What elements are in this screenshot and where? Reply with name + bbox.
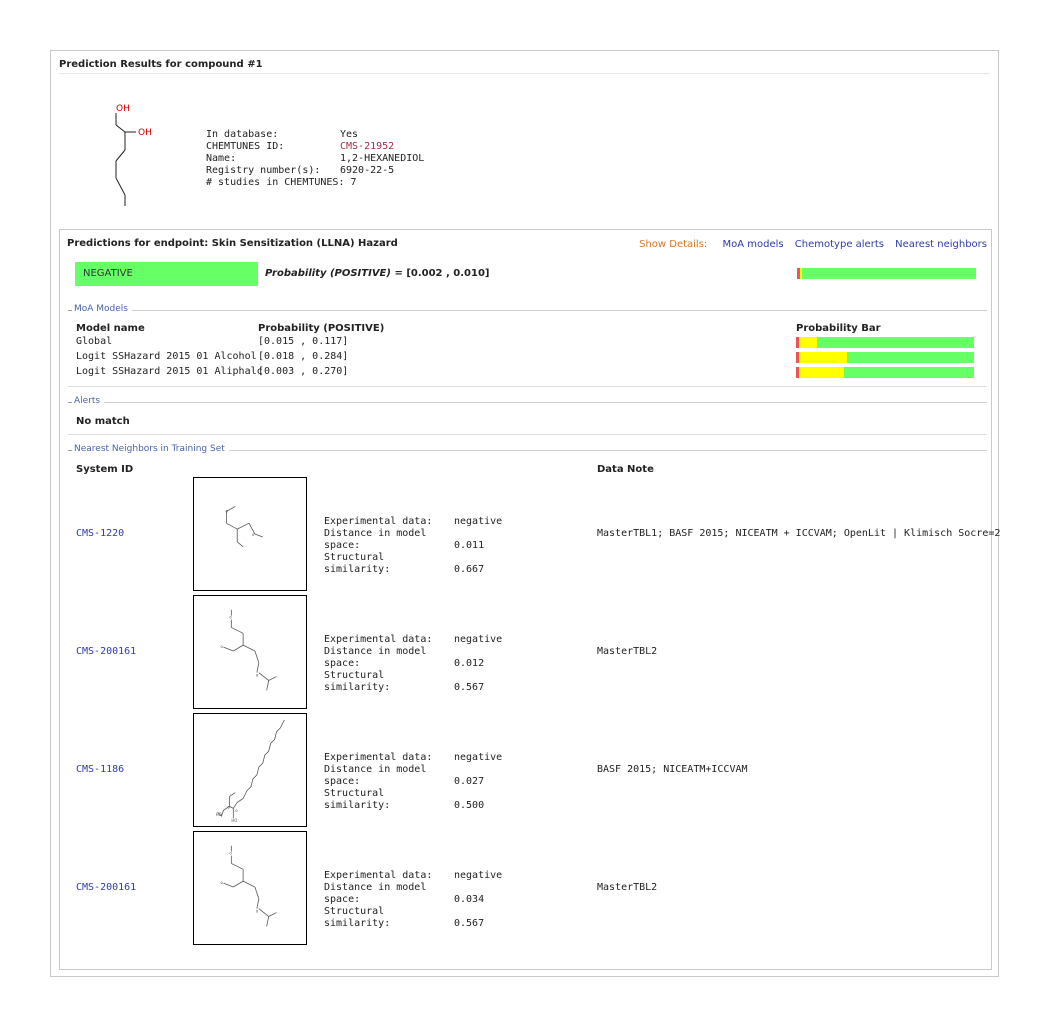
neighbor-info bbox=[324, 634, 502, 694]
overall-probability bbox=[265, 268, 489, 279]
probability-prefix: Probability (POSITIVE) bbox=[265, 268, 391, 279]
experimental-value: negative bbox=[454, 752, 503, 763]
neighbor-data-note: MasterTBL2 bbox=[597, 646, 658, 657]
col-probability-bar: Probability Bar bbox=[796, 323, 881, 334]
svg-text:HO: HO bbox=[215, 812, 222, 818]
svg-text:o: o bbox=[220, 644, 223, 650]
moa-model-prob: [0.003 , 0.270] bbox=[258, 366, 349, 377]
moa-probability-bar bbox=[796, 337, 974, 348]
hexanediol-structure-icon bbox=[111, 103, 211, 213]
moa-model-name: Logit SSHazard 2015 01 Aliphalc bbox=[76, 366, 263, 377]
neighbor-structure-image bbox=[193, 831, 307, 945]
distance-label: Distance in model space: bbox=[324, 882, 427, 905]
moa-model-prob: [0.015 , 0.117] bbox=[258, 336, 349, 347]
alerts-section bbox=[68, 396, 987, 408]
experimental-label: Experimental data: bbox=[324, 516, 433, 527]
neighbor-structure-icon bbox=[194, 714, 306, 826]
neighbor-structure-icon bbox=[194, 478, 306, 590]
show-details bbox=[639, 239, 987, 250]
svg-text:o: o bbox=[255, 672, 259, 678]
similarity-value: 0.567 bbox=[454, 918, 485, 929]
col-data-note: Data Note bbox=[597, 464, 654, 475]
neighbors-section-label: Nearest Neighbors in Training Set bbox=[72, 444, 229, 454]
moa-models-section bbox=[68, 304, 987, 316]
experimental-label: Experimental data: bbox=[324, 752, 433, 763]
svg-text:o: o bbox=[225, 508, 228, 514]
moa-model-name: Logit SSHazard 2015 01 Alcohol bbox=[76, 351, 257, 362]
moa-model-prob: [0.018 , 0.284] bbox=[258, 351, 349, 362]
overall-probability-bar bbox=[797, 268, 976, 279]
neighbor-id-link[interactable]: CMS-1220 bbox=[76, 528, 125, 539]
in-database-label: In database: bbox=[206, 129, 279, 140]
nearest-neighbors-link[interactable]: Nearest neighbors bbox=[895, 239, 987, 250]
moa-section-label: MoA Models bbox=[72, 304, 132, 314]
studies-label: # studies in CHEMTUNES: bbox=[206, 177, 345, 188]
svg-text:o: o bbox=[220, 880, 223, 886]
oh-label: OH bbox=[138, 128, 152, 138]
probability-low-marker bbox=[796, 352, 799, 363]
neighbor-info bbox=[324, 870, 502, 930]
neighbor-structure-image bbox=[193, 477, 307, 591]
svg-text:o: o bbox=[229, 850, 232, 856]
prediction-results-panel bbox=[50, 50, 999, 977]
registry-number: 6920-22-5 bbox=[340, 165, 395, 176]
result-badge: NEGATIVE bbox=[75, 262, 258, 286]
chemtunes-id-label: CHEMTUNES ID: bbox=[206, 141, 285, 152]
neighbor-id-link[interactable]: CMS-200161 bbox=[76, 882, 137, 893]
registry-label: Registry number(s): bbox=[206, 165, 321, 176]
experimental-value: negative bbox=[454, 870, 503, 881]
neighbor-info bbox=[324, 752, 502, 812]
neighbor-info bbox=[324, 516, 502, 576]
compound-structure-image bbox=[111, 103, 211, 213]
probability-low-marker bbox=[796, 337, 799, 348]
col-system-id: System ID bbox=[76, 464, 134, 475]
divider bbox=[68, 434, 987, 435]
neighbor-id-link[interactable]: CMS-1186 bbox=[76, 764, 125, 775]
neighbor-structure-image bbox=[193, 595, 307, 709]
neighbor-data-note: BASF 2015; NICEATM+ICCVAM bbox=[597, 764, 748, 775]
neighbor-id-link[interactable]: CMS-200161 bbox=[76, 646, 137, 657]
experimental-value: negative bbox=[454, 516, 503, 527]
moa-models-link[interactable]: MoA models bbox=[722, 239, 784, 250]
neighbor-structure-image bbox=[193, 713, 307, 827]
moa-probability-bar bbox=[796, 352, 974, 363]
distance-value: 0.011 bbox=[454, 540, 485, 551]
probability-range-segment bbox=[800, 268, 802, 279]
probability-range-segment bbox=[799, 352, 846, 363]
svg-text:o: o bbox=[255, 908, 259, 914]
neighbors-section bbox=[68, 444, 987, 456]
col-probability: Probability (POSITIVE) bbox=[258, 323, 385, 334]
experimental-value: negative bbox=[454, 634, 503, 645]
in-database-value: Yes bbox=[340, 129, 359, 140]
chemotype-alerts-link[interactable]: Chemotype alerts bbox=[794, 239, 884, 250]
similarity-value: 0.667 bbox=[454, 564, 485, 575]
similarity-value: 0.500 bbox=[454, 800, 485, 811]
experimental-label: Experimental data: bbox=[324, 634, 433, 645]
similarity-label: Structural similarity: bbox=[324, 906, 391, 929]
endpoint-title: Predictions for endpoint: Skin Sensitization (LLNA) Hazard bbox=[67, 238, 398, 249]
page-title: Prediction Results for compound #1 bbox=[59, 59, 263, 70]
title-divider bbox=[59, 73, 990, 74]
chemtunes-id-link[interactable]: CMS-21952 bbox=[340, 141, 395, 152]
divider bbox=[68, 386, 987, 387]
moa-model-name: Global bbox=[76, 336, 113, 347]
distance-value: 0.012 bbox=[454, 658, 485, 669]
similarity-value: 0.567 bbox=[454, 682, 485, 693]
name-label: Name: bbox=[206, 153, 237, 164]
distance-label: Distance in model space: bbox=[324, 528, 427, 551]
probability-value: = [0.002 , 0.010] bbox=[394, 268, 490, 279]
compound-info bbox=[206, 129, 424, 189]
similarity-label: Structural similarity: bbox=[324, 788, 391, 811]
probability-low-marker bbox=[796, 367, 799, 378]
svg-text:o: o bbox=[251, 531, 255, 537]
distance-value: 0.034 bbox=[454, 894, 485, 905]
neighbor-structure-icon bbox=[194, 596, 306, 708]
similarity-label: Structural similarity: bbox=[324, 670, 391, 693]
similarity-label: Structural similarity: bbox=[324, 552, 391, 575]
svg-text:o: o bbox=[227, 804, 230, 810]
oh-label: OH bbox=[116, 104, 130, 114]
neighbor-data-note: MasterTBL1; BASF 2015; NICEATM + ICCVAM; OpenLit | Klimisch Socre=2 bbox=[597, 528, 1001, 539]
alerts-result: No match bbox=[76, 416, 130, 427]
svg-text:o: o bbox=[235, 808, 238, 814]
alerts-section-label: Alerts bbox=[72, 396, 104, 406]
neighbor-data-note: MasterTBL2 bbox=[597, 882, 658, 893]
probability-range-segment bbox=[799, 337, 817, 348]
distance-value: 0.027 bbox=[454, 776, 485, 787]
studies-count: 7 bbox=[350, 177, 357, 188]
experimental-label: Experimental data: bbox=[324, 870, 433, 881]
moa-probability-bar bbox=[796, 367, 974, 378]
col-model-name: Model name bbox=[76, 323, 145, 334]
show-details-label: Show Details: bbox=[639, 239, 708, 250]
neighbor-structure-icon bbox=[194, 832, 306, 944]
probability-range-segment bbox=[799, 367, 844, 378]
compound-name: 1,2-HEXANEDIOL bbox=[340, 153, 425, 164]
svg-text:HO: HO bbox=[231, 818, 238, 824]
distance-label: Distance in model space: bbox=[324, 764, 427, 787]
probability-low-marker bbox=[797, 268, 800, 279]
svg-text:o: o bbox=[229, 614, 232, 620]
endpoint-panel bbox=[59, 229, 1001, 970]
distance-label: Distance in model space: bbox=[324, 646, 427, 669]
